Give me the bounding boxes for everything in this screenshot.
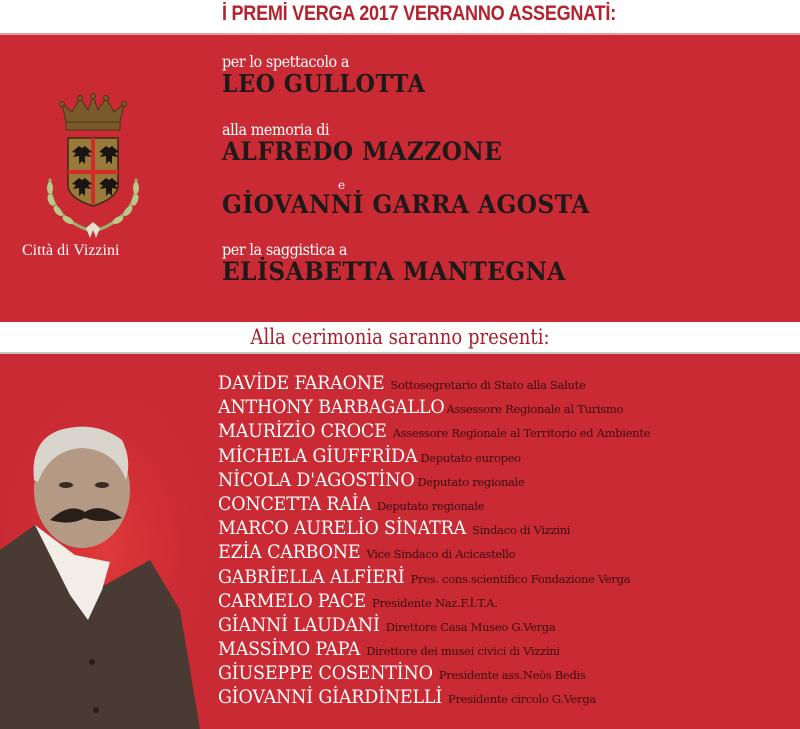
guest-role: Presidente Naz.F.İ.T.A. (372, 595, 498, 610)
award-intro: alla memoria di (222, 120, 330, 139)
guest-row (218, 541, 650, 565)
guest-role: Sindaco di Vizzini (472, 523, 571, 538)
guest-role: Direttore Casa Museo G.Verga (385, 619, 556, 634)
guest-role: Direttore dei musei civici di Vizzini (366, 644, 560, 659)
guest-name: GABRİELLA ALFİERİ (218, 565, 405, 588)
guest-row (218, 566, 650, 590)
guest-row (218, 493, 650, 517)
guest-role: Pres. cons.scientifico Fondazione Verga (410, 571, 631, 586)
guest-role: Assessore Regionale al Territorio ed Ambiente (392, 426, 651, 441)
guest-role: Sottosegretario di Stato alla Salute (390, 378, 586, 392)
guest-name: CONCETTA RAİA (218, 492, 371, 515)
award-spettacolo (222, 52, 441, 98)
guest-role: Assessore Regionale al Turismo (446, 402, 624, 417)
ceremony-title: Alla cerimonia saranno presenti: (250, 325, 550, 349)
guest-row (218, 662, 650, 686)
guest-name: CARMELO PACE (218, 589, 367, 612)
guest-name: EZİA CARBONE (218, 541, 361, 564)
guest-role: Deputato regionale (417, 474, 525, 489)
guest-row (218, 638, 650, 662)
city-label: Città di Vizzini (22, 242, 120, 259)
guest-role: Presidente ass.Neòs Bedis (438, 668, 586, 683)
guest-row (218, 396, 650, 420)
guest-list (218, 372, 650, 711)
guest-row (218, 445, 650, 469)
guest-row (218, 686, 650, 710)
guest-name: GİOVANNİ GİARDİNELLİ (218, 686, 443, 709)
award-memoria (222, 120, 523, 166)
guest-name: NİCOLA D'AGOSTİNO (218, 468, 415, 491)
guest-role: Deputato europeo (420, 450, 521, 465)
portrait-photo (0, 400, 210, 729)
ceremony-band (0, 322, 800, 354)
guest-name: MİCHELA GİUFFRİDA (218, 444, 418, 467)
guest-name: ANTHONY BARBAGALLO (218, 396, 445, 419)
guest-role: Presidente circolo G.Verga (448, 692, 596, 707)
guest-role: Deputato regionale (376, 498, 485, 513)
guest-name: MARCO AURELİO SİNATRA (218, 517, 467, 540)
guest-row (218, 590, 650, 614)
guest-name: MASSİMO PAPA (218, 638, 361, 661)
award-recipient: GİOVANNİ GARRA AGOSTA (222, 190, 590, 219)
guest-row (218, 372, 650, 396)
guest-row (218, 420, 650, 444)
award-recipient: LEO GULLOTTA (222, 69, 426, 98)
guest-name: GİUSEPPE COSENTİNO (218, 662, 433, 685)
award-intro: per lo spettacolo a (222, 52, 349, 71)
award-intro: per la saggistica a (222, 240, 348, 259)
guest-name: MAURİZİO CROCE (218, 420, 387, 443)
guest-row (218, 614, 650, 638)
award-saggistica (222, 240, 592, 286)
header-title: İ PREMİ VERGA 2017 VERRANNO ASSEGNATİ: (222, 2, 616, 25)
header-band (0, 0, 800, 33)
guest-role: Vice Sindaco di Acicastello (366, 547, 516, 562)
award-recipient: ELİSABETTA MANTEGNA (222, 257, 566, 286)
guest-name: GİANNİ LAUDANİ (218, 613, 380, 636)
award-memoria-2 (222, 190, 617, 219)
guest-name: DAVİDE FARAONE (218, 372, 385, 394)
guest-row (218, 469, 650, 493)
guest-row (218, 517, 650, 541)
award-recipient: ALFREDO MAZZONE (222, 137, 503, 166)
award-conjunction: e (338, 178, 346, 192)
coat-of-arms-icon (38, 90, 148, 240)
